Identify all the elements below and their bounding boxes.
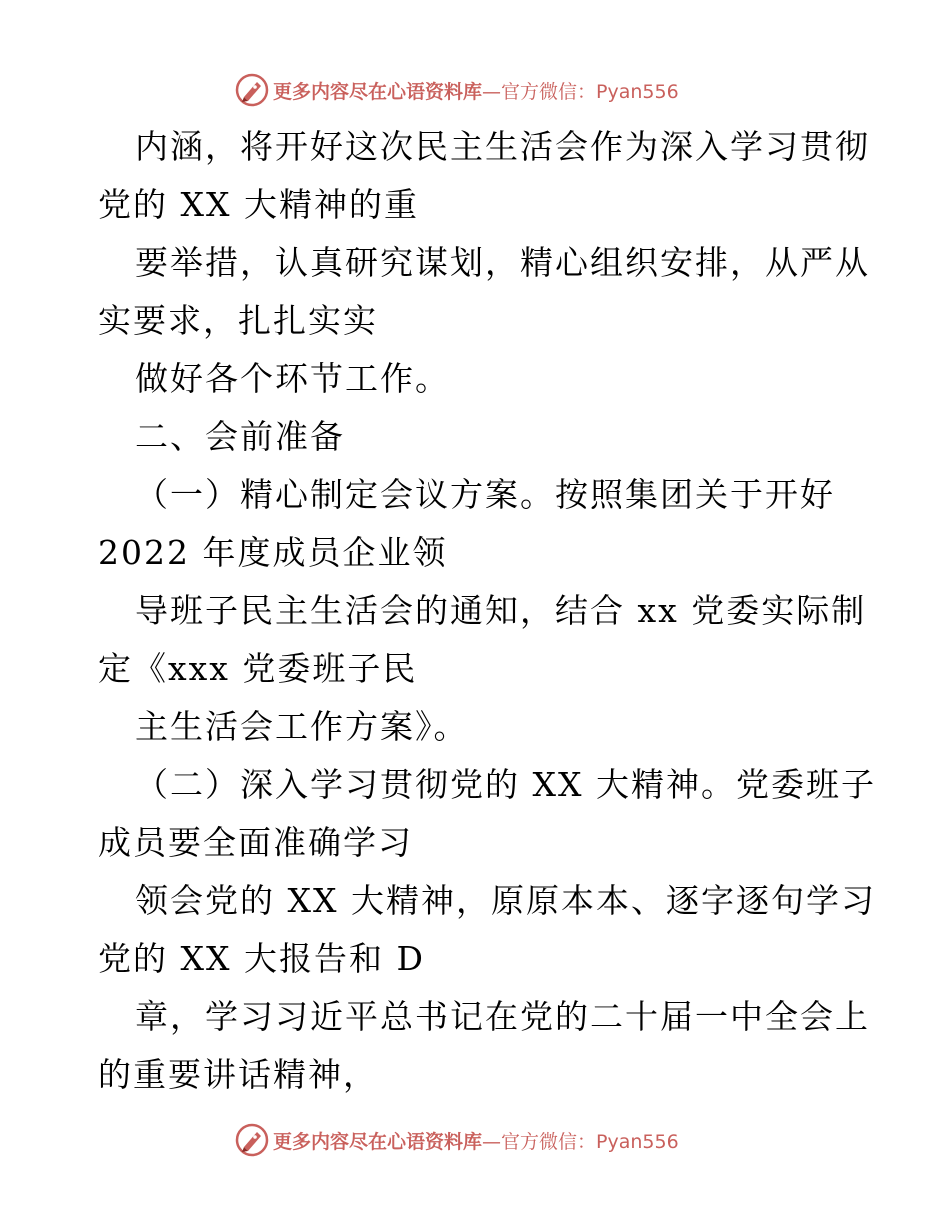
text-line: 主生活会工作方案》。	[135, 707, 469, 746]
text-line: 领会党的 XX 大精神，原原本本、逐字逐句学习	[135, 881, 876, 920]
watermark-text	[273, 77, 679, 104]
text-line: 的重要讲话精神，	[98, 1055, 378, 1094]
text-line: 导班子民主生活会的通知，结合 xx 党委实际制	[135, 591, 867, 630]
watermark-text	[273, 1127, 679, 1154]
text-line: 实要求，扎扎实实	[98, 301, 378, 340]
header-watermark	[235, 72, 715, 108]
text-line: 2022 年度成员企业领	[98, 533, 448, 572]
text-line: （二）深入学习贯彻党的 XX 大精神。党委班子	[135, 765, 876, 804]
watermark-dash: —	[482, 1130, 502, 1153]
watermark-id: Pyan556	[596, 1130, 679, 1153]
watermark-main: 更多内容尽在心语资料库	[273, 80, 483, 103]
section-heading: 二、会前准备	[135, 417, 345, 456]
text-line: （一）精心制定会议方案。按照集团关于开好	[135, 475, 835, 514]
watermark-main: 更多内容尽在心语资料库	[273, 1130, 483, 1153]
text-line: 成员要全面准确学习	[98, 823, 413, 862]
text-line: 定《xxx 党委班子民	[98, 649, 418, 688]
watermark-sub: 官方微信：	[501, 80, 597, 103]
watermark-dash: —	[482, 80, 502, 103]
watermark-sub: 官方微信：	[501, 1130, 597, 1153]
watermark-id: Pyan556	[596, 80, 679, 103]
text-line: 要举措，认真研究谋划，精心组织安排，从严从	[135, 243, 870, 282]
body-text	[98, 118, 876, 1104]
pen-logo-icon	[235, 1123, 269, 1157]
text-line: 党的 XX 大报告和 D	[98, 939, 425, 978]
text-line: 做好各个环节工作。	[135, 359, 450, 398]
text-line: 章，学习习近平总书记在党的二十届一中全会上	[135, 997, 870, 1036]
text-line: 党的 XX 大精神的重	[98, 185, 419, 224]
text-line: 内涵，将开好这次民主生活会作为深入学习贯彻	[135, 127, 870, 166]
pen-logo-icon	[235, 73, 269, 107]
footer-watermark	[235, 1122, 715, 1158]
